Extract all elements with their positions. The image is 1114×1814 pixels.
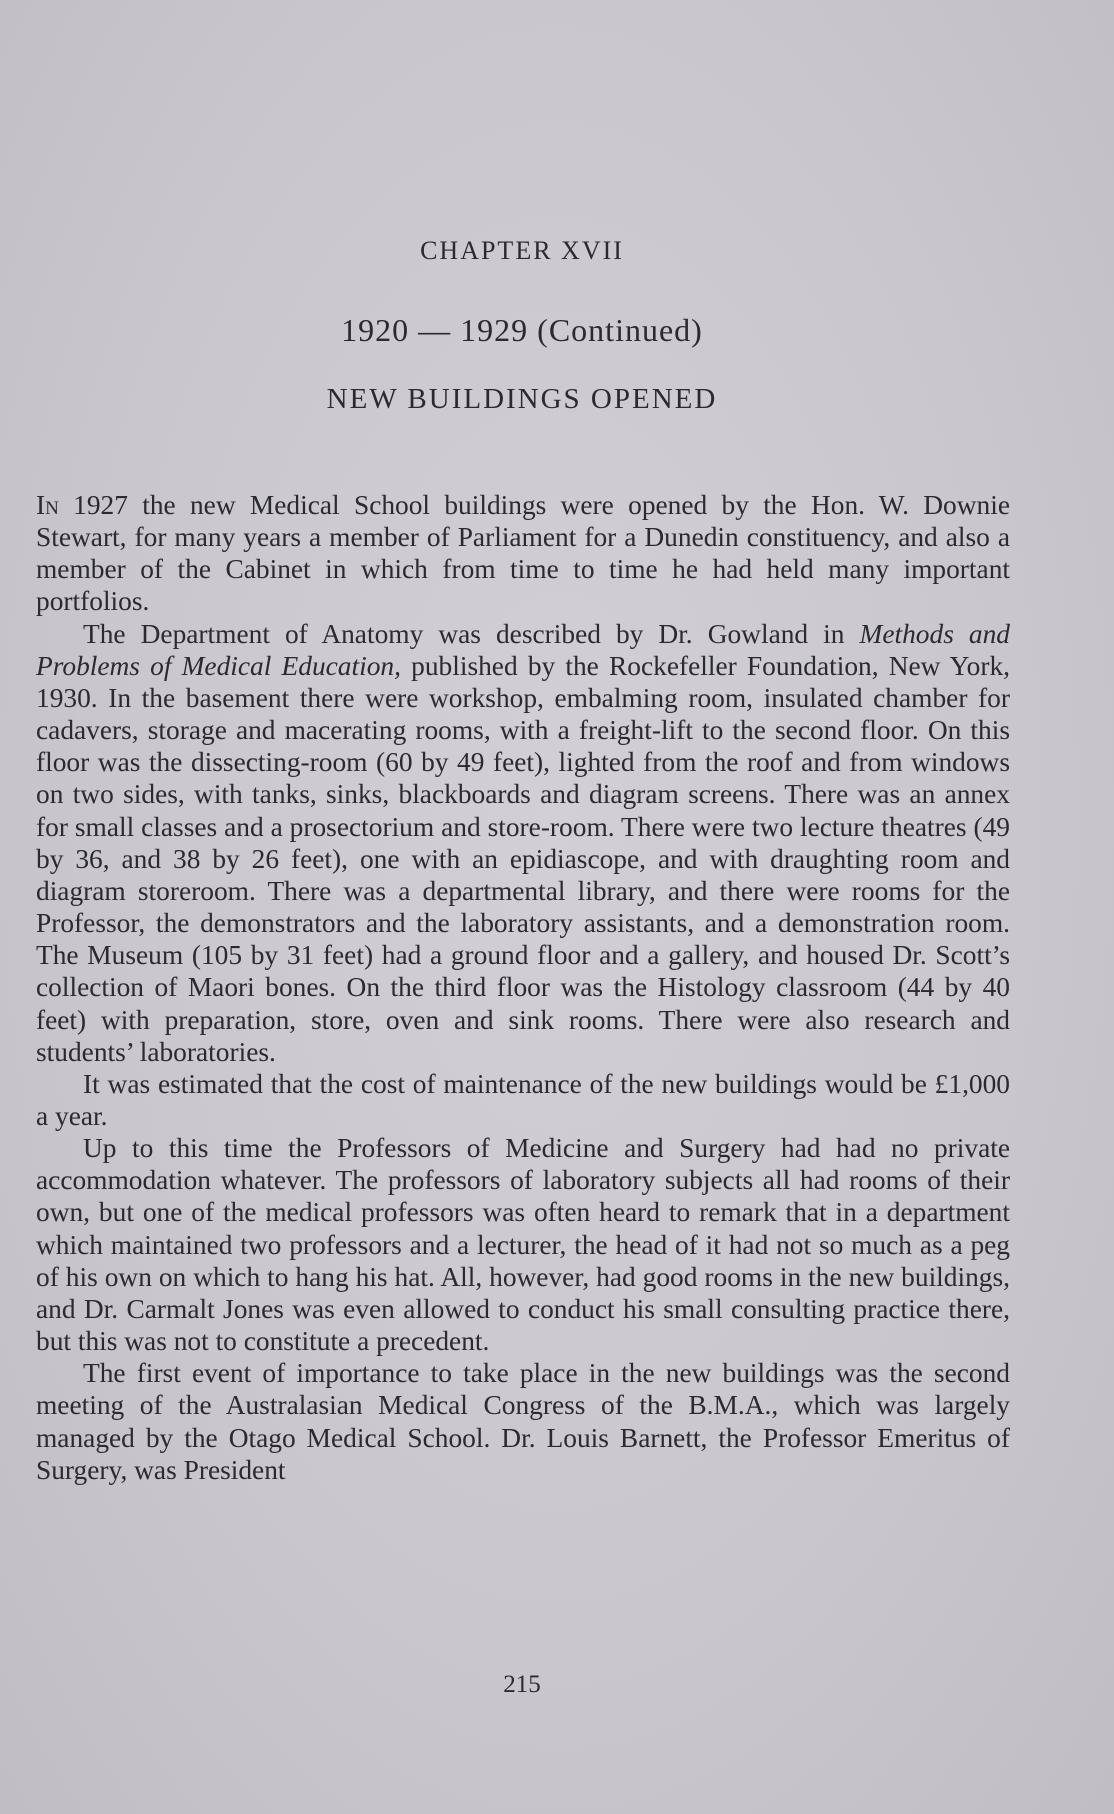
paragraph-3: It was estimated that the cost of maintenance of the new buildings would be £1,000 a year. [36, 1068, 1010, 1131]
chapter-title: NEW BUILDINGS OPENED [326, 383, 718, 415]
paragraph-1 [36, 489, 1010, 618]
paragraph-5: The first event of importance to take place in the new buildings was the second meeting of the Australasian Medical Congress of the B.M.A., which was largely managed by the Otago Medical School. Dr. Louis Barnett, the Professor Emeritus of Surgery, was President [36, 1358, 1010, 1485]
paragraph-1-text: 1927 the new Medical School buildings were opened by the Hon. W. Downie Stewart, for many years a member of Parliament for a Dunedin constituency, and also a member of the Cabinet in which from time to time he had held many important portfolios. [36, 490, 1010, 617]
chapter-subtitle: 1920 — 1929 (Continued) [341, 312, 703, 348]
book-title-citation: Methods and Problems of Medical Education, [36, 618, 1010, 681]
page-number: 215 [503, 1671, 541, 1698]
paragraph-2-before: The Department of Anatomy was described by Dr. Gowland in [83, 618, 860, 649]
paragraph-2-after: published by the Rockefeller Foundation, New York, 1930. In the basement there were workshop, embalming room, insulated chamber for cadavers, storage and macerating rooms, with a freight-lift to the second floor. On this floor was the dissecting-room (60 by 49 feet), lighted from the roof and from windows on two sides, with tanks, sinks, blackboards and diagram screens. There was an annex for small classes and a prosectorium and store-room. There were two lecture theatres (49 by 36, and 38 by 26 feet), one with an epidiascope, and with draughting room and diagram storeroom. There was a departmental library, and there were rooms for the Professor, the demonstrators and the laboratory assistants, and a demonstration room. The Museum (105 by 31 feet) had a ground floor and a gallery, and housed Dr. Scott’s collection of Maori bones. On the third floor was the Histology classroom (44 by 40 feet) with preparation, store, oven and sink rooms. There were also research and students’ laboratories. [36, 650, 1011, 1067]
paragraph-opening-word: In [36, 490, 59, 520]
paragraph-2 [36, 618, 1010, 1068]
chapter-number: CHAPTER XVII [420, 236, 624, 265]
paragraph-4: Up to this time the Professors of Medicine and Surgery had had no private accommodation whatever. The professors of laboratory subjects all had rooms of their own, but one of the medical professors was often heard to remark that in a department which maintained two professors and a lecturer, the head of it had not so much as a peg of his own on which to hang his hat. All, however, had good rooms in the new buildings, and Dr. Carmalt Jones was even allowed to conduct his small consulting practice there, but this was not to constitute a precedent. [36, 1133, 1010, 1357]
body-text [36, 489, 1010, 1486]
